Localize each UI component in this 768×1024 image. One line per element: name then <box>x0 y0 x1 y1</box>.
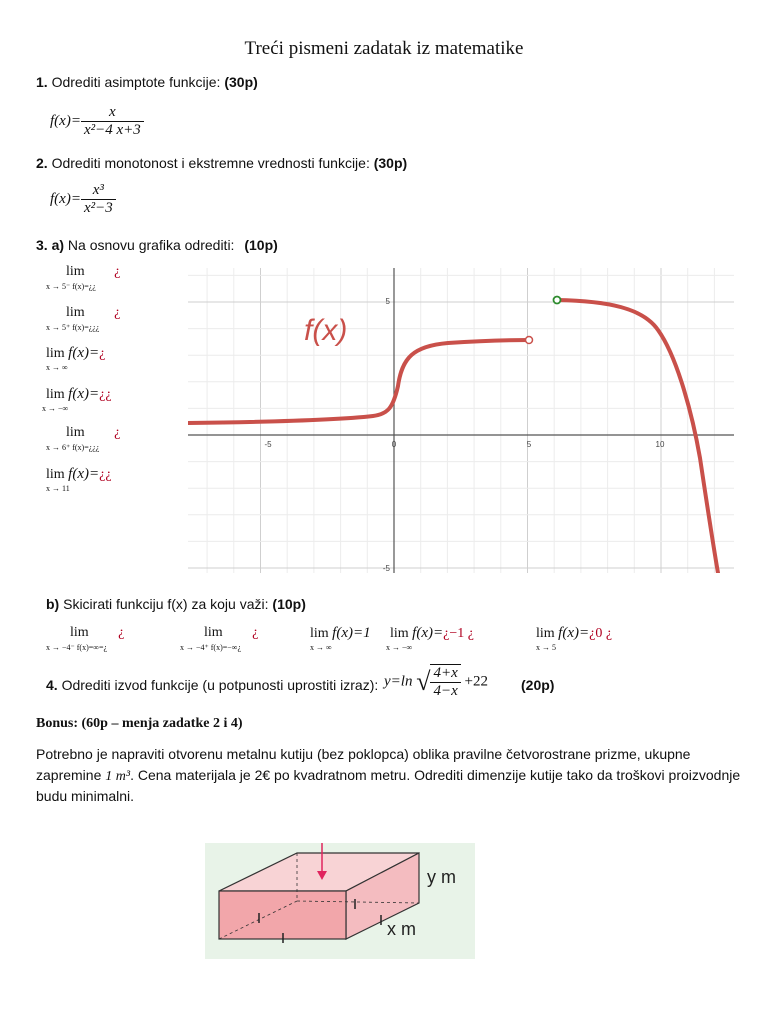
task4-denominator: 4−x <box>430 682 460 700</box>
task4-formula <box>384 664 488 700</box>
task1-numerator: x <box>109 104 116 120</box>
lim-sub: x → ∞ <box>46 363 68 372</box>
limit-3a-6 <box>46 466 112 493</box>
lim-sub: x → 5⁺ f(x)=¿¿¿ <box>46 323 100 332</box>
task2-text: Odrediti monotonost i ekstremne vrednosti funkcije: <box>51 155 370 171</box>
lim-word: lim <box>204 625 223 640</box>
sqrt-icon: √ <box>416 667 431 696</box>
task3b-number: b) <box>46 596 60 612</box>
task3b-heading <box>46 596 306 612</box>
lim-sub: x → 6⁺ f(x)=¿¿¿ <box>46 443 100 452</box>
task2-denominator: x²−3 <box>81 199 116 217</box>
limit-3b-5 <box>536 625 613 652</box>
task1-lhs: f(x)= <box>50 113 81 129</box>
lim-sub: x → −4⁺ f(x)=−∞¿ <box>180 643 242 652</box>
lim-sub: x → 5 <box>536 643 556 652</box>
lim-word: lim <box>66 425 85 440</box>
lim-sub: x → ∞ <box>310 643 332 652</box>
limit-3b-3 <box>310 625 371 652</box>
task1-number: 1. <box>36 74 48 90</box>
task1-denominator: x²−4 x+3 <box>81 121 144 139</box>
x-tick-label: -5 <box>264 440 272 449</box>
bonus-heading: Bonus: (60p – menja zadatke 2 i 4) <box>36 716 243 731</box>
lim-sub: x → 5⁻ f(x)=¿¿ <box>46 282 96 291</box>
limit-3a-1 <box>46 264 121 291</box>
task2-heading <box>36 155 407 171</box>
lim-mark: ¿¿ <box>99 467 112 482</box>
lim-mark: ¿ <box>99 346 106 361</box>
task4-y-ln: y=ln <box>384 673 413 690</box>
lim-sub: x → 11 <box>46 484 70 493</box>
lim-mark: ¿ <box>114 425 121 440</box>
lim-expr: f(x)= <box>558 625 590 641</box>
y-tick-label: -5 <box>382 564 390 573</box>
task1-formula <box>50 104 144 139</box>
bonus-line2-end: . Cena materijala je 2€ po kvadratnom metru. Odrediti dimenzije kutije tako da troškovi proizvodnje <box>130 767 741 783</box>
lim-mark: ¿0 ¿ <box>589 626 613 641</box>
lim-word: lim <box>46 467 65 482</box>
bonus-line-2 <box>36 765 740 787</box>
lim-sub: x → −∞ <box>42 404 69 413</box>
bonus-line-3: budu minimalni. <box>36 788 135 804</box>
y-dimension-label: y m <box>427 867 456 887</box>
function-graph <box>188 268 734 573</box>
closed-start-point <box>554 297 561 304</box>
lim-expr: f(x)=1 <box>332 625 371 641</box>
task4-text: Odrediti izvod funkcije (u potpunosti uprostiti izraz): <box>61 677 379 693</box>
limit-3b-4 <box>386 625 474 652</box>
limit-3a-2 <box>46 305 121 332</box>
y-tick-label: 5 <box>385 297 390 306</box>
task3a-points: (10p) <box>244 237 278 253</box>
lim-mark: ¿ <box>118 625 125 640</box>
task4-numerator: 4+x <box>433 665 458 681</box>
lim-sub: x → −4⁻ f(x)=∞=¿ <box>46 643 108 652</box>
x-dimension-label: x m <box>387 919 416 939</box>
lim-word: lim <box>310 626 329 641</box>
box-figure <box>205 843 475 959</box>
lim-word: lim <box>70 625 89 640</box>
lim-word: lim <box>66 305 85 320</box>
task4-number: 4. <box>46 677 58 693</box>
bonus-line-1: Potrebno je napraviti otvorenu metalnu kutiju (bez poklopca) oblika pravilne četvorostrane prizme, ukupne <box>36 746 691 762</box>
lim-word: lim <box>536 626 555 641</box>
task2-formula <box>50 182 116 217</box>
lim-mark: ¿−1 ¿ <box>443 626 474 641</box>
task4-points: (20p) <box>521 677 555 693</box>
limit-3a-4 <box>42 386 112 413</box>
bonus-volume: 1 m³ <box>105 769 131 784</box>
lim-expr: f(x)= <box>412 625 444 641</box>
task4-heading <box>46 677 378 693</box>
lim-word: lim <box>390 626 409 641</box>
task1-heading <box>36 74 258 90</box>
task1-points: (30p) <box>224 74 258 90</box>
lim-word: lim <box>46 387 65 402</box>
task3b-text: Skicirati funkciju f(x) za koju važi: <box>63 596 269 612</box>
graph-function-label: f(x) <box>304 314 348 347</box>
x-tick-label: 10 <box>655 440 665 449</box>
task2-numerator: x³ <box>92 182 104 198</box>
page-title: Treći pismeni zadatak iz matematike <box>244 38 524 59</box>
lim-mark: ¿ <box>114 305 121 320</box>
limit-3b-2 <box>180 625 259 652</box>
task4-tail: +22 <box>464 673 488 690</box>
task3a-heading <box>36 237 278 253</box>
lim-expr: f(x)= <box>68 466 100 482</box>
x-tick-label: 0 <box>391 440 397 449</box>
lim-sub: x → −∞ <box>386 643 413 652</box>
bonus-line2-start: zapremine <box>36 767 102 783</box>
lim-mark: ¿ <box>114 264 121 279</box>
task3a-number: 3. a) <box>36 237 65 253</box>
limit-3b-1 <box>46 625 125 652</box>
task2-number: 2. <box>36 155 48 171</box>
task2-points: (30p) <box>373 155 408 171</box>
lim-word: lim <box>66 264 85 279</box>
lim-expr: f(x)= <box>68 345 100 361</box>
limit-3a-3 <box>46 345 106 372</box>
task2-lhs: f(x)= <box>50 191 81 207</box>
box-front-face <box>219 891 346 939</box>
lim-expr: f(x)= <box>68 386 100 402</box>
lim-mark: ¿ <box>252 625 259 640</box>
x-tick-label: 5 <box>526 440 532 449</box>
limit-3a-5 <box>46 425 121 452</box>
task1-text: Odrediti asimptote funkcije: <box>51 74 221 90</box>
open-endpoint <box>526 337 533 344</box>
lim-word: lim <box>46 346 65 361</box>
task3b-points: (10p) <box>272 596 306 612</box>
lim-mark: ¿¿ <box>99 387 112 402</box>
task3a-text: Na osnovu grafika odrediti: <box>67 237 235 253</box>
